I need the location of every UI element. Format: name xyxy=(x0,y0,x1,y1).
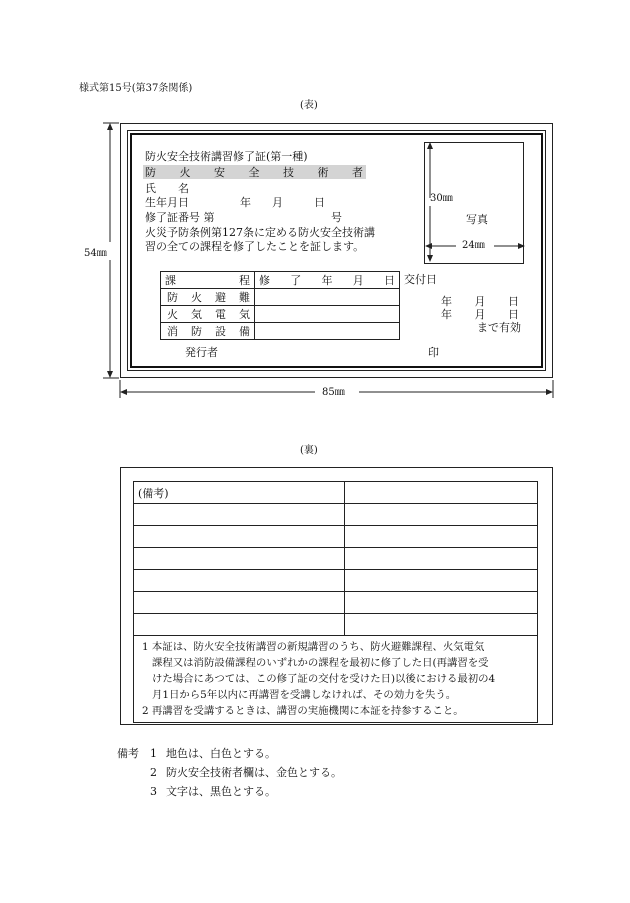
note-1-line-4: 月1日から5年以内に再講習を受講しなければ、その効力を失う。 xyxy=(152,689,457,701)
valid-until-label: まで有効 xyxy=(477,321,521,334)
note-1-line-3: けた場合にあつては、この修了証の交付を受けた日)以後における最初の4 xyxy=(152,673,496,685)
card-width-label: 85㎜ xyxy=(322,387,345,398)
photo-height-dim: 30㎜ xyxy=(430,193,453,204)
remarks-row xyxy=(134,592,538,614)
remarks-table xyxy=(133,481,538,723)
completion-date-header: 修 了 年 月 日 xyxy=(259,274,395,287)
front-side-label: (表) xyxy=(300,100,318,111)
note-1-line-1: 1 本証は、防火安全技術講習の新規講習のうち、防火避難課程、火気電気 xyxy=(142,641,485,653)
remark-2-number: 2 xyxy=(150,766,157,779)
completion-date-cell xyxy=(255,289,400,306)
card-height-label: 54㎜ xyxy=(84,248,107,259)
expiry-date-fields: 年 月 日 xyxy=(441,308,519,321)
course-name: 火 気 電 気 xyxy=(167,308,250,321)
photo-width-dim: 24㎜ xyxy=(462,240,485,251)
issuer-label: 発行者 xyxy=(185,346,218,359)
remark-2-text: 防火安全技術者欄は、金色とする。 xyxy=(166,766,342,779)
technician-label: 防 火 安 全 技 術 者 xyxy=(145,166,363,179)
course-row xyxy=(161,289,400,306)
form-number: 様式第15号(第37条関係) xyxy=(79,83,193,94)
card-title: 防火安全技術講習修了証(第一種) xyxy=(145,150,308,163)
course-row xyxy=(161,306,400,323)
note-1-line-2: 課程又は消防設備課程のいずれかの課程を最初に修了した日(再講習を受 xyxy=(152,657,489,669)
issue-date-fields: 年 月 日 xyxy=(441,295,519,308)
course-name: 防 火 避 難 xyxy=(167,291,250,304)
course-name: 消 防 設 備 xyxy=(167,325,250,338)
remarks-row xyxy=(134,548,538,570)
remark-3-number: 3 xyxy=(150,785,157,798)
dob-month: 月 xyxy=(272,196,283,209)
remark-3-text: 文字は、黒色とする。 xyxy=(166,785,276,798)
remarks-label: 備考 xyxy=(117,747,139,760)
remarks-row xyxy=(134,504,538,526)
remarks-row xyxy=(134,614,538,636)
photo-label: 写真 xyxy=(466,213,488,226)
cert-body-line-1: 火災予防条例第127条に定める防火安全技術講 xyxy=(145,226,375,239)
remarks-row xyxy=(134,526,538,548)
dob-year: 年 xyxy=(240,196,251,209)
remark-1-text: 地色は、白色とする。 xyxy=(166,747,276,760)
remarks-row xyxy=(134,482,538,504)
dob-label: 生年月日 xyxy=(145,196,189,209)
issue-date-label: 交付日 xyxy=(404,273,437,286)
seal-label: 印 xyxy=(428,346,439,359)
course-table-header xyxy=(161,272,400,289)
cert-number-suffix: 号 xyxy=(331,211,342,224)
notes-row xyxy=(134,636,538,723)
back-side-label: (裏) xyxy=(300,445,318,456)
remarks-row xyxy=(134,570,538,592)
note-2: 2 再講習を受講するときは、講習の実施機関に本証を持参すること。 xyxy=(142,705,464,717)
cert-body-line-2: 習の全ての課程を修了したことを証します。 xyxy=(145,240,365,253)
remarks-header: (備考) xyxy=(134,482,345,504)
course-table xyxy=(160,271,400,340)
course-header: 課 程 xyxy=(165,274,250,287)
completion-date-cell xyxy=(255,306,400,323)
name-label: 氏 名 xyxy=(145,182,189,195)
remark-1-number: 1 xyxy=(150,747,157,760)
cert-number-label: 修了証番号 第 xyxy=(145,211,215,224)
completion-date-cell xyxy=(255,323,400,340)
dob-day: 日 xyxy=(314,196,325,209)
course-row xyxy=(161,323,400,340)
